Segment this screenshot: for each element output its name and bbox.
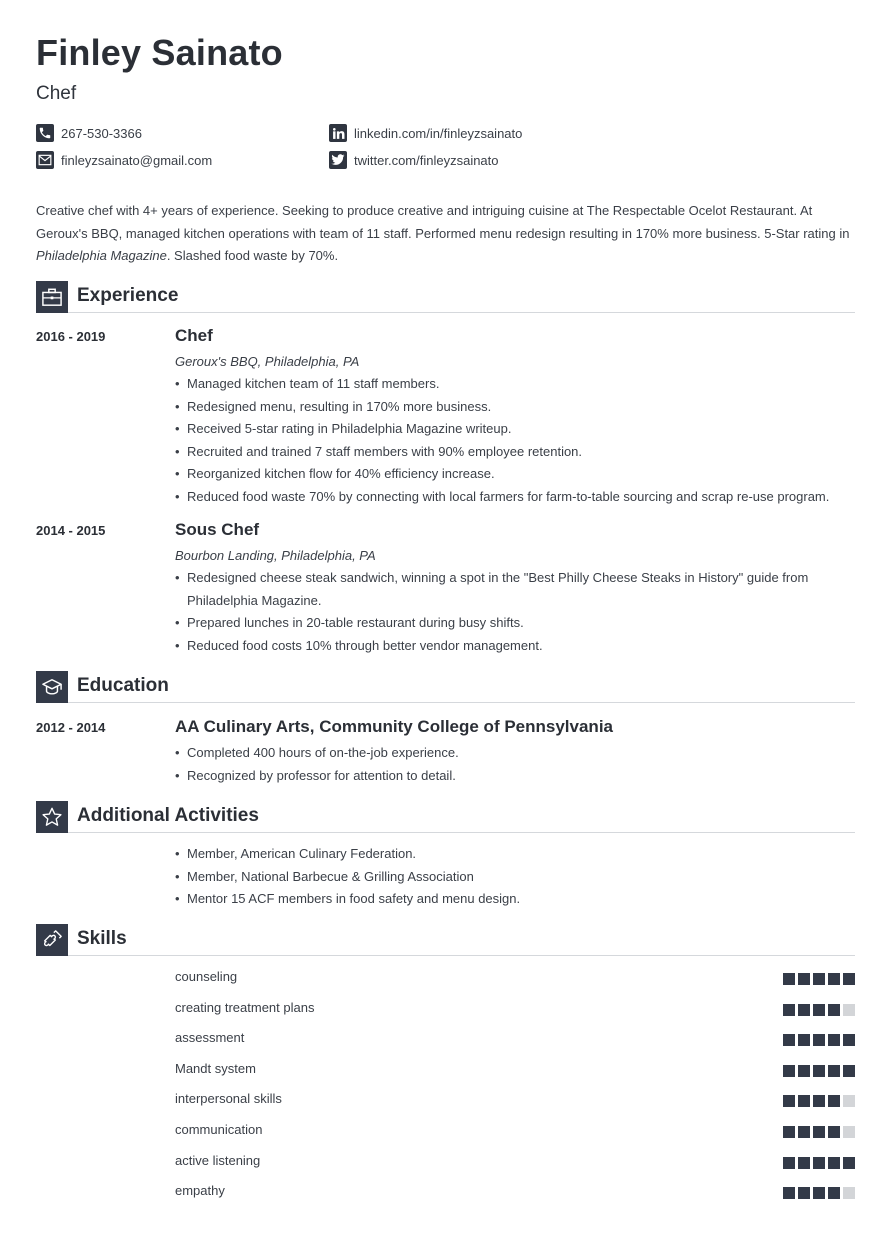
rating-square-filled (813, 1126, 825, 1138)
rating-square-filled (843, 973, 855, 985)
skill-row (175, 1061, 855, 1081)
twitter-link[interactable]: twitter.com/finleyzsainato (354, 152, 499, 168)
contact-twitter (329, 151, 499, 169)
skills-section-header (36, 924, 855, 956)
education-bullets (175, 742, 860, 787)
list-item: • Received 5-star rating in Philadelphia Magazine writeup. (175, 418, 860, 441)
skill-name: communication (175, 1122, 263, 1137)
graduation-cap-icon (36, 671, 68, 703)
skill-name: empathy (175, 1183, 225, 1199)
summary-emphasis: Philadelphia Magazine (36, 248, 167, 263)
skill-rating (783, 1065, 855, 1077)
skill-row (175, 969, 855, 989)
rating-square-filled (783, 1065, 795, 1077)
skill-row (175, 1153, 855, 1173)
list-item: • Redesigned cheese steak sandwich, winning a spot in the "Best Philly Cheese Steaks in History" guide from Philadelphia Magazine. (175, 567, 860, 612)
rating-square-filled (783, 973, 795, 985)
puzzle-icon (36, 924, 68, 956)
list-item: • Member, American Culinary Federation. (175, 843, 860, 866)
candidate-role: Chef (36, 83, 77, 104)
rating-square-filled (828, 1065, 840, 1077)
email-link[interactable]: finleyzsainato@gmail.com (61, 152, 213, 168)
rating-square-filled (798, 1126, 810, 1138)
job-2-bullets (175, 567, 860, 657)
skill-name: assessment (175, 1030, 245, 1046)
rating-square-filled (843, 1065, 855, 1077)
skill-row (175, 1183, 855, 1203)
summary-text-end: . Slashed food waste by 70%. (166, 248, 339, 263)
job-1-dates: 2016 - 2019 (36, 329, 106, 344)
rating-square-filled (813, 1034, 825, 1046)
rating-square-filled (828, 1095, 840, 1107)
experience-section-header (36, 281, 855, 313)
rating-square-filled (813, 1065, 825, 1077)
contact-linkedin (329, 124, 522, 142)
rating-square-filled (783, 1187, 795, 1199)
list-item: • Prepared lunches in 20-table restaurant during busy shifts. (175, 612, 860, 635)
skill-rating (783, 1187, 855, 1199)
skill-row (175, 1091, 855, 1111)
rating-square-filled (813, 1187, 825, 1199)
job-1-title: Chef (175, 326, 213, 345)
skill-row (175, 1122, 855, 1142)
skill-rating (783, 973, 855, 985)
list-item: • Reduced food costs 10% through better vendor management. (175, 635, 860, 658)
rating-square-empty (843, 1095, 855, 1107)
education-dates: 2012 - 2014 (36, 720, 106, 735)
activities-section-header (36, 801, 855, 833)
linkedin-link[interactable]: linkedin.com/in/finleyzsainato (354, 125, 523, 141)
twitter-icon (329, 151, 347, 169)
skill-rating (783, 1004, 855, 1016)
list-item: • Managed kitchen team of 11 staff members. (175, 373, 860, 396)
rating-square-empty (843, 1126, 855, 1138)
summary-text: Creative chef with 4+ years of experience. Seeking to produce creative and intriguing cuisine at The Respectable Ocelot Restaurant. At Geroux's BBQ, managed kitchen operations with team of 11 staff. Performed menu redesign resulting in 170% more business. 5-Star rating in (36, 203, 850, 241)
list-item: • Recruited and trained 7 staff members with 90% employee retention. (175, 441, 860, 464)
rating-square-filled (813, 1095, 825, 1107)
rating-square-filled (798, 1034, 810, 1046)
education-degree: AA Culinary Arts, Community College of Pennsylvania (175, 717, 613, 736)
contact-phone (36, 124, 142, 142)
mail-icon (36, 151, 54, 169)
experience-title: Experience (77, 285, 179, 306)
rating-square-filled (813, 1157, 825, 1169)
list-item: • Mentor 15 ACF members in food safety and menu design. (175, 888, 860, 911)
rating-square-filled (843, 1157, 855, 1169)
job-1-bullets (175, 373, 860, 508)
rating-square-filled (843, 1034, 855, 1046)
rating-square-filled (813, 973, 825, 985)
rating-square-filled (828, 973, 840, 985)
rating-square-filled (798, 1187, 810, 1199)
rating-square-filled (828, 1126, 840, 1138)
skills-title: Skills (77, 928, 127, 949)
list-item: • Recognized by professor for attention to detail. (175, 765, 860, 788)
job-2-employer: Bourbon Landing, Philadelphia, PA (175, 548, 376, 563)
skill-name: Mandt system (175, 1060, 256, 1076)
skill-row (175, 1030, 855, 1050)
job-2-title: Sous Chef (175, 520, 260, 539)
skill-name: creating treatment plans (175, 999, 315, 1015)
rating-square-filled (798, 973, 810, 985)
job-2-dates: 2014 - 2015 (36, 523, 106, 538)
education-title: Education (77, 675, 169, 696)
star-icon (36, 801, 68, 833)
list-item: • Completed 400 hours of on-the-job experience. (175, 742, 860, 765)
profile-summary (36, 200, 856, 268)
activities-bullets (175, 843, 860, 911)
list-item: • Redesigned menu, resulting in 170% more business. (175, 396, 860, 419)
phone-text: 267-530-3366 (61, 125, 142, 141)
candidate-name: Finley Sainato (36, 32, 283, 73)
rating-square-filled (783, 1004, 795, 1016)
skill-rating (783, 1095, 855, 1107)
rating-square-filled (828, 1187, 840, 1199)
linkedin-icon (329, 124, 347, 142)
skill-name: interpersonal skills (175, 1091, 282, 1107)
list-item: • Member, National Barbecue & Grilling Association (175, 866, 860, 889)
job-1-employer: Geroux's BBQ, Philadelphia, PA (175, 354, 360, 369)
rating-square-filled (783, 1157, 795, 1169)
skill-row (175, 1000, 855, 1020)
skill-rating (783, 1126, 855, 1138)
activities-title: Additional Activities (77, 805, 259, 826)
skill-name: active listening (175, 1152, 261, 1168)
list-item: • Reorganized kitchen flow for 40% efficiency increase. (175, 463, 860, 486)
briefcase-icon (36, 281, 68, 313)
rating-square-filled (813, 1004, 825, 1016)
rating-square-filled (798, 1004, 810, 1016)
education-section-header (36, 671, 855, 703)
skill-name: counseling (175, 969, 238, 984)
skill-rating (783, 1157, 855, 1169)
rating-square-filled (783, 1126, 795, 1138)
contact-email (36, 151, 212, 169)
rating-square-empty (843, 1004, 855, 1016)
rating-square-filled (783, 1095, 795, 1107)
rating-square-empty (843, 1187, 855, 1199)
rating-square-filled (798, 1095, 810, 1107)
rating-square-filled (798, 1065, 810, 1077)
list-item: • Reduced food waste 70% by connecting with local farmers for farm-to-table sourcing and scrap re-use program. (175, 486, 860, 509)
rating-square-filled (798, 1157, 810, 1169)
rating-square-filled (783, 1034, 795, 1046)
rating-square-filled (828, 1157, 840, 1169)
skill-rating (783, 1034, 855, 1046)
rating-square-filled (828, 1034, 840, 1046)
phone-icon (36, 124, 54, 142)
rating-square-filled (828, 1004, 840, 1016)
